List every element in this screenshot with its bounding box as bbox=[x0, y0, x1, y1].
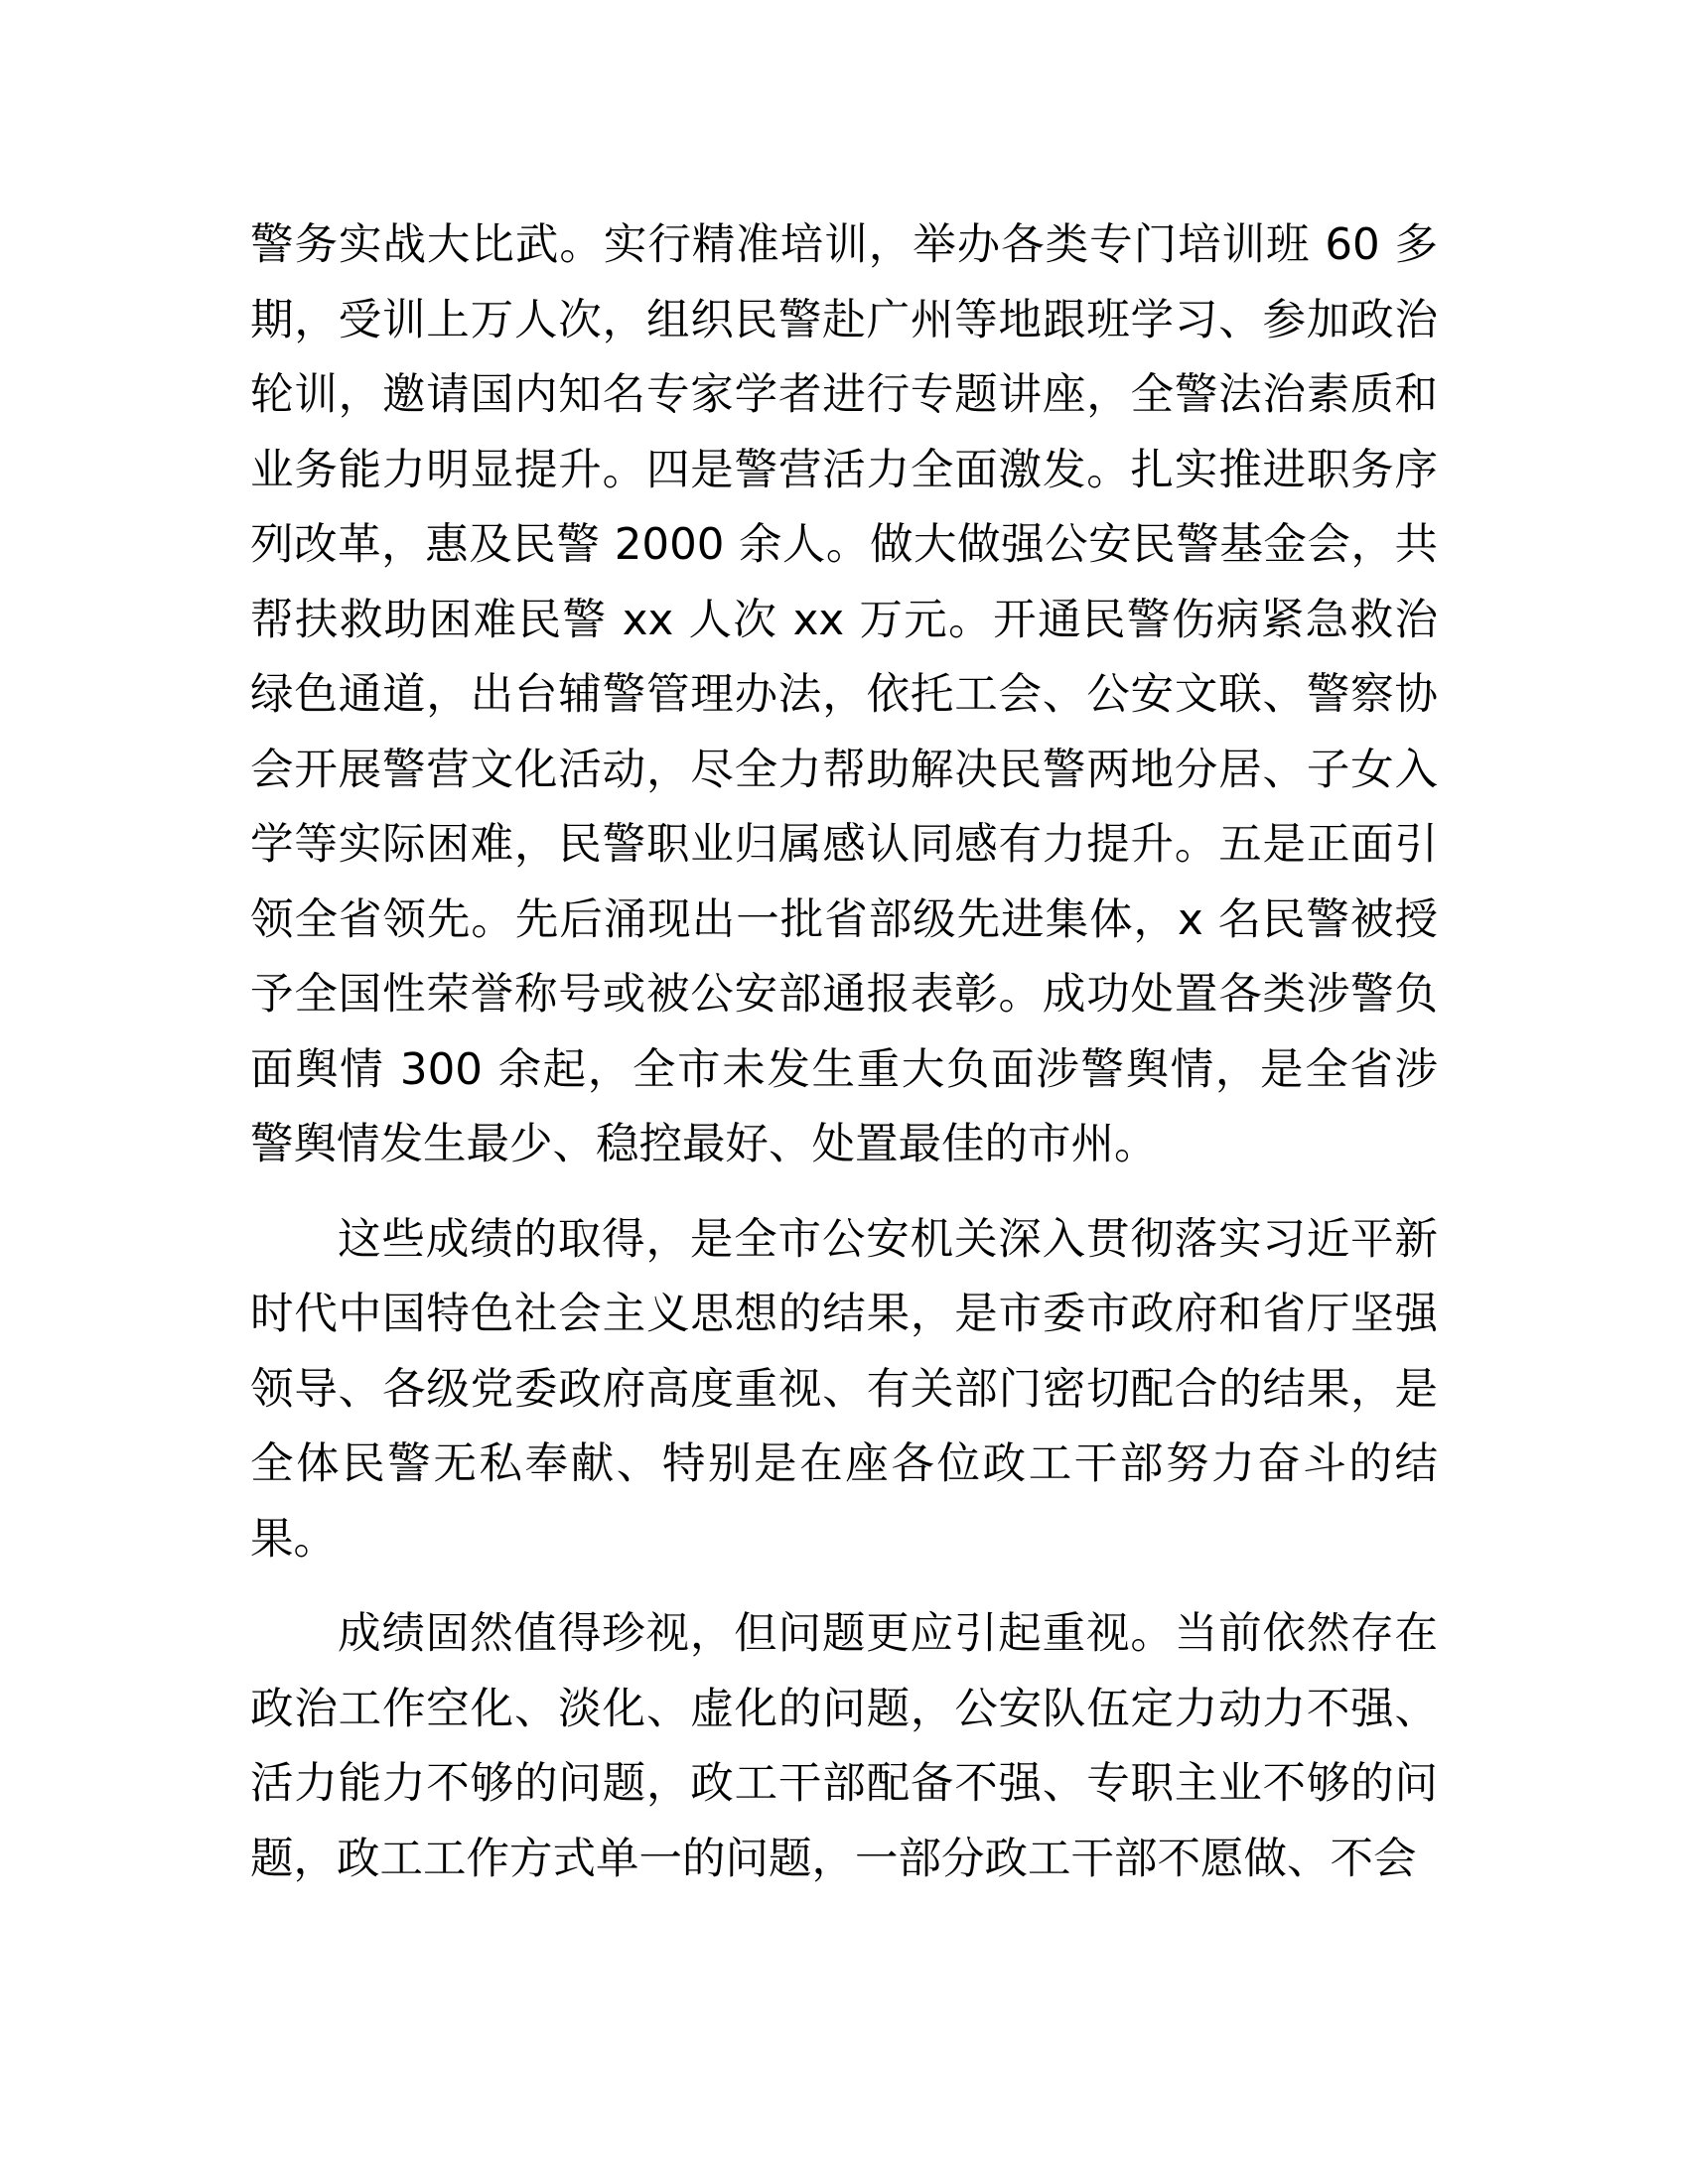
paragraph-reasons: 这些成绩的取得，是全市公安机关深入贯彻落实习近平新时代中国特色社会主义思想的结果，是市委市政府和省厅坚强领导、各级党委政府高度重视、有关部门密切配合的结果，是全体民警无私奉献、特别是在座各位政工干部努力奋斗的结果。 bbox=[250, 1214, 1438, 1565]
document-page bbox=[250, 208, 1438, 1917]
paragraph-problems: 成绩固然值得珍视，但问题更应引起重视。当前依然存在政治工作空化、淡化、虚化的问题，公安队伍定力动力不强、活力能力不够的问题，政工干部配备不强、专职主业不够的问题，政工工作方式单一的问题，一部分政工干部不愿做、不会 bbox=[250, 1609, 1438, 1884]
paragraph-achievements: 警务实战大比武。实行精准培训，举办各类专门培训班 60 多期，受训上万人次，组织民警赴广州等地跟班学习、参加政治轮训，邀请国内知名专家学者进行专题讲座，全警法治素质和业务能力明显提升。四是警营活力全面激发。扎实推进职务序列改革，惠及民警 2000 余人。做大做强公安民警基金会，共帮扶救助困难民警 xx 人次 xx 万元。开通民警伤病紧急救治绿色通道，出台辅警管理办法，依托工会、公安文联、警察协会开展警营文化活动，尽全力帮助解决民警两地分居、子女入学等实际困难，民警职业归属感认同感有力提升。五是正面引领全省领先。先后涌现出一批省部级先进集体，x 名民警被授予全国性荣誉称号或被公安部通报表彰。成功处置各类涉警负面舆情 300 余起，全市未发生重大负面涉警舆情，是全省涉警舆情发生最少、稳控最好、处置最佳的市州。 bbox=[250, 220, 1438, 1169]
